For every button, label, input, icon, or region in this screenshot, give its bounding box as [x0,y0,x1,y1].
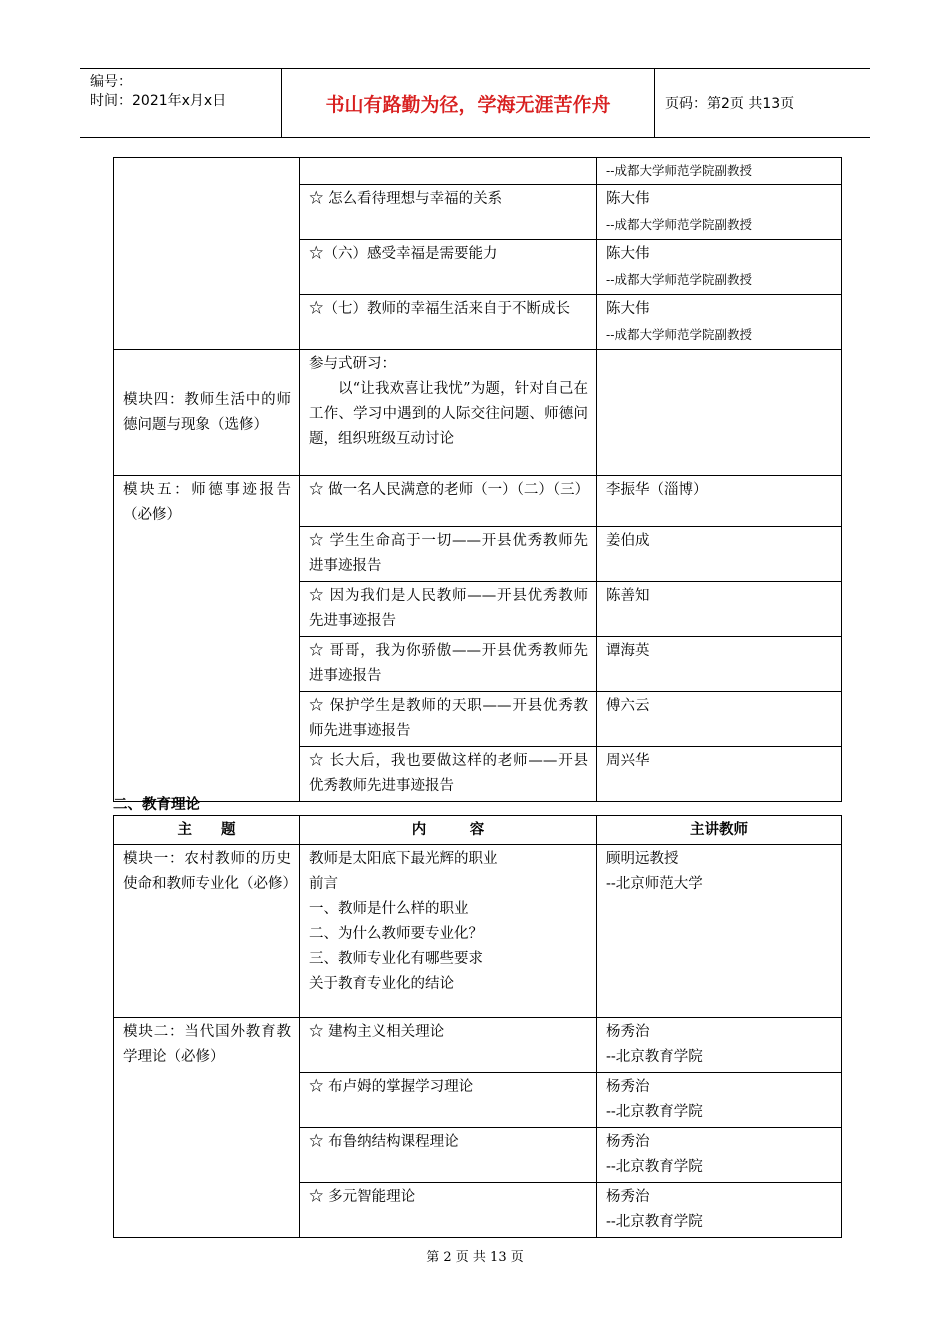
header-teacher: 主讲教师 [597,816,842,845]
content-cell: ☆ 怎么看待理想与幸福的关系 [300,185,597,240]
table-row [114,1018,842,1073]
module-cell-empty [114,158,300,350]
teacher-cell: 傅六云 [597,692,842,747]
module-title: 模块二：当代国外教育教学理论（必修） [114,1018,300,1238]
table-row [114,158,842,185]
content-cell: ☆ 布鲁纳结构课程理论 [300,1128,597,1183]
header-page-label: 页码：第2页 共13页 [665,96,795,112]
teacher-cell: 陈大伟 --成都大学师范学院副教授 [597,295,842,350]
teacher-cell: 陈大伟 --成都大学师范学院副教授 [597,240,842,295]
page-header [80,68,870,138]
teacher-cell: 陈善知 [597,582,842,637]
page-footer: 第 2 页 共 13 页 [426,1250,524,1265]
header-topic: 主 题 [114,816,300,845]
content-cell: ☆ 因为我们是人民教师——开县优秀教师先进事迹报告 [300,582,597,637]
teacher-cell: 杨秀治 --北京教育学院 [597,1128,842,1183]
table-education-theory [113,815,842,1238]
content-cell: ☆ 哥哥，我为你骄傲——开县优秀教师先进事迹报告 [300,637,597,692]
content-cell: ☆ 多元智能理论 [300,1183,597,1238]
teacher-cell: 陈大伟 --成都大学师范学院副教授 [597,185,842,240]
section-title: 二、教育理论 [113,797,200,813]
table-row [114,476,842,527]
teacher-cell: 周兴华 [597,747,842,802]
time-label: 时间：2021年x月x日 [90,93,227,109]
teacher-cell [597,350,842,476]
table-row [114,845,842,1018]
module-title: 模块四：教师生活中的师德问题与现象（选修） [114,350,300,476]
content-cell: ☆ 建构主义相关理论 [300,1018,597,1073]
content-cell: 参与式研习： 以“让我欢喜让我忧”为题，针对自己在工作、学习中遇到的人际交往问题、师德问题，组织班级互动讨论 [300,350,597,476]
content-cell: ☆ 学生生命高于一切——开县优秀教师先进事迹报告 [300,527,597,582]
teacher-cell: 谭海英 [597,637,842,692]
module-title: 模块一：农村教师的历史使命和教师专业化（必修） [114,845,300,1018]
content-cell [300,158,597,185]
teacher-cell: 杨秀治 --北京教育学院 [597,1183,842,1238]
content-cell: 教师是太阳底下最光辉的职业 前言 一、教师是什么样的职业 二、为什么教师要专业化？ 三、教师专业化有哪些要求 关于教育专业化的结论 [300,845,597,1018]
header-motto: 书山有路勤为径，学海无涯苦作舟 [282,69,655,137]
content-cell: ☆ 做一名人民满意的老师（一）（二）（三） [300,476,597,527]
teacher-cell: 姜伯成 [597,527,842,582]
content-cell: ☆ 布卢姆的掌握学习理论 [300,1073,597,1128]
content-cell: ☆ 长大后，我也要做这样的老师——开县优秀教师先进事迹报告 [300,747,597,802]
teacher-cell: 杨秀治 --北京教育学院 [597,1018,842,1073]
teacher-cell: 杨秀治 --北京教育学院 [597,1073,842,1128]
module-title: 模块五：师德事迹报告（必修） [114,476,300,802]
content-cell: ☆ 保护学生是教师的天职——开县优秀教师先进事迹报告 [300,692,597,747]
header-meta [80,69,282,137]
teacher-cell: 顾明远教授 --北京师范大学 [597,845,842,1018]
teacher-cell: --成都大学师范学院副教授 [597,158,842,185]
number-label: 编号： [90,74,132,90]
table-row [114,350,842,476]
teacher-cell: 李振华（淄博） [597,476,842,527]
table-header-row [114,816,842,845]
content-cell: ☆（七）教师的幸福生活来自于不断成长 [300,295,597,350]
header-content: 内 容 [300,816,597,845]
content-cell: ☆（六）感受幸福是需要能力 [300,240,597,295]
table-moral-education [113,157,842,802]
